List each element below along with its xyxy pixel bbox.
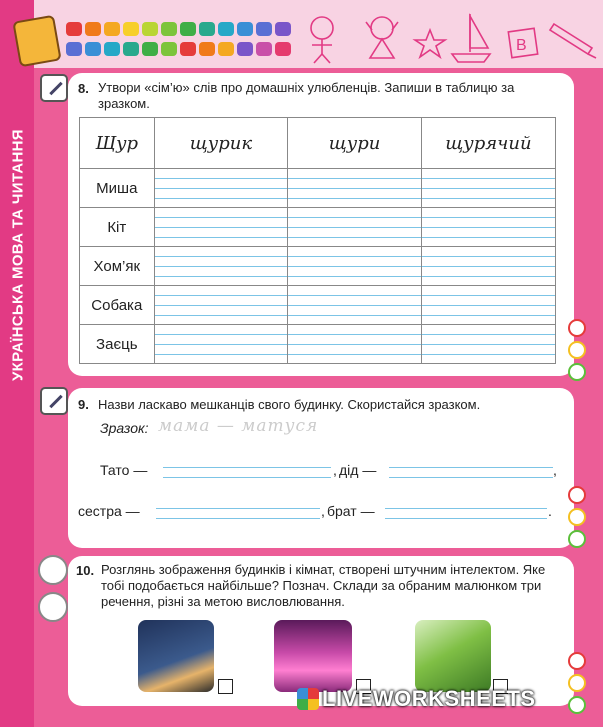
answer-cell[interactable]: [288, 208, 422, 247]
header-cell: щурик: [154, 118, 288, 169]
red-light-icon[interactable]: [568, 319, 586, 337]
example-value: мама — матуся: [158, 416, 319, 436]
answer-cell[interactable]: [154, 169, 288, 208]
answer-line[interactable]: [163, 467, 331, 468]
pink-bedroom-image: [274, 620, 352, 692]
pencil-icon: [550, 24, 596, 58]
row-label: Кіт: [80, 208, 155, 247]
select-checkbox[interactable]: [218, 679, 233, 694]
item-label: дід —: [339, 462, 377, 478]
task10-number: 10.: [76, 563, 95, 578]
green-light-icon[interactable]: [568, 363, 586, 381]
answer-cell[interactable]: [421, 247, 555, 286]
color-dots: [66, 22, 301, 62]
answer-line[interactable]: [163, 477, 331, 478]
answer-cell[interactable]: [154, 325, 288, 364]
answer-line[interactable]: [156, 518, 320, 519]
answer-line[interactable]: [385, 518, 547, 519]
yellow-light-icon[interactable]: [568, 508, 586, 526]
sailboat-icon: [452, 14, 490, 62]
word-family-table: [79, 117, 556, 364]
pen-tool-icon: [40, 387, 68, 415]
green-light-icon[interactable]: [568, 696, 586, 714]
comma: ,: [333, 462, 337, 478]
red-light-icon[interactable]: [568, 652, 586, 670]
task8-instruction: Утвори «сім’ю» слів про домашніх улюбленців. Запиши в таблицю за зразком.: [98, 80, 515, 111]
answer-line[interactable]: [156, 508, 320, 509]
boy-icon: [311, 17, 333, 63]
header-cell: щури: [288, 118, 422, 169]
modern-house-image: [138, 620, 214, 692]
task8-number: 8.: [78, 81, 89, 96]
answer-cell[interactable]: [154, 208, 288, 247]
row-label: Хом’як: [80, 247, 155, 286]
watermark: LIVEWORKSHEETS: [322, 686, 536, 711]
task9-instruction: Назви ласкаво мешканців свого будинку. Скористайся зразком.: [98, 397, 481, 412]
letter-block-icon: [508, 28, 537, 57]
microphone-icon: [38, 592, 68, 622]
liveworksheets-logo-icon: [297, 688, 319, 710]
green-room-image: [415, 620, 491, 692]
header-doodles: [300, 8, 600, 64]
item-label: Тато —: [100, 462, 148, 478]
svg-text:B: B: [516, 37, 527, 54]
header-cell: Щур: [80, 118, 155, 169]
item-label: сестра —: [78, 503, 140, 519]
answer-line[interactable]: [389, 477, 553, 478]
comma: ,: [321, 503, 325, 519]
row-label: Заєць: [80, 325, 155, 364]
book-mascot-icon: [12, 15, 61, 68]
answer-cell[interactable]: [421, 169, 555, 208]
answer-cell[interactable]: [421, 208, 555, 247]
red-light-icon[interactable]: [568, 486, 586, 504]
period: .: [548, 503, 552, 519]
answer-cell[interactable]: [288, 247, 422, 286]
row-label: Миша: [80, 169, 155, 208]
header-cell: щурячий: [421, 118, 555, 169]
subject-label: УКРАЇНСЬКА МОВА ТА ЧИТАННЯ: [9, 129, 27, 381]
pen-tool-icon: [40, 74, 68, 102]
yellow-light-icon[interactable]: [568, 674, 586, 692]
answer-cell[interactable]: [288, 286, 422, 325]
green-light-icon[interactable]: [568, 530, 586, 548]
yellow-light-icon[interactable]: [568, 341, 586, 359]
answer-cell[interactable]: [288, 169, 422, 208]
example-label: Зразок:: [100, 420, 149, 436]
star-icon: [415, 30, 445, 57]
answer-line[interactable]: [389, 467, 553, 468]
answer-cell[interactable]: [154, 247, 288, 286]
answer-line[interactable]: [385, 508, 547, 509]
row-label: Собака: [80, 286, 155, 325]
answer-cell[interactable]: [421, 286, 555, 325]
task9-number: 9.: [78, 397, 89, 412]
girl-icon: [366, 17, 398, 58]
item-label: брат —: [327, 503, 375, 519]
comma: ,: [553, 462, 557, 478]
answer-cell[interactable]: [154, 286, 288, 325]
answer-cell[interactable]: [288, 325, 422, 364]
answer-cell[interactable]: [421, 325, 555, 364]
compass-tool-icon: [38, 555, 68, 585]
task10-instruction: Розглянь зображення будинків і кімнат, створені штучним інтелектом. Яке тобі подобається найбільше? Познач. Склади за обраним малюнком три речення, різні за метою висловлювання.: [101, 562, 546, 609]
